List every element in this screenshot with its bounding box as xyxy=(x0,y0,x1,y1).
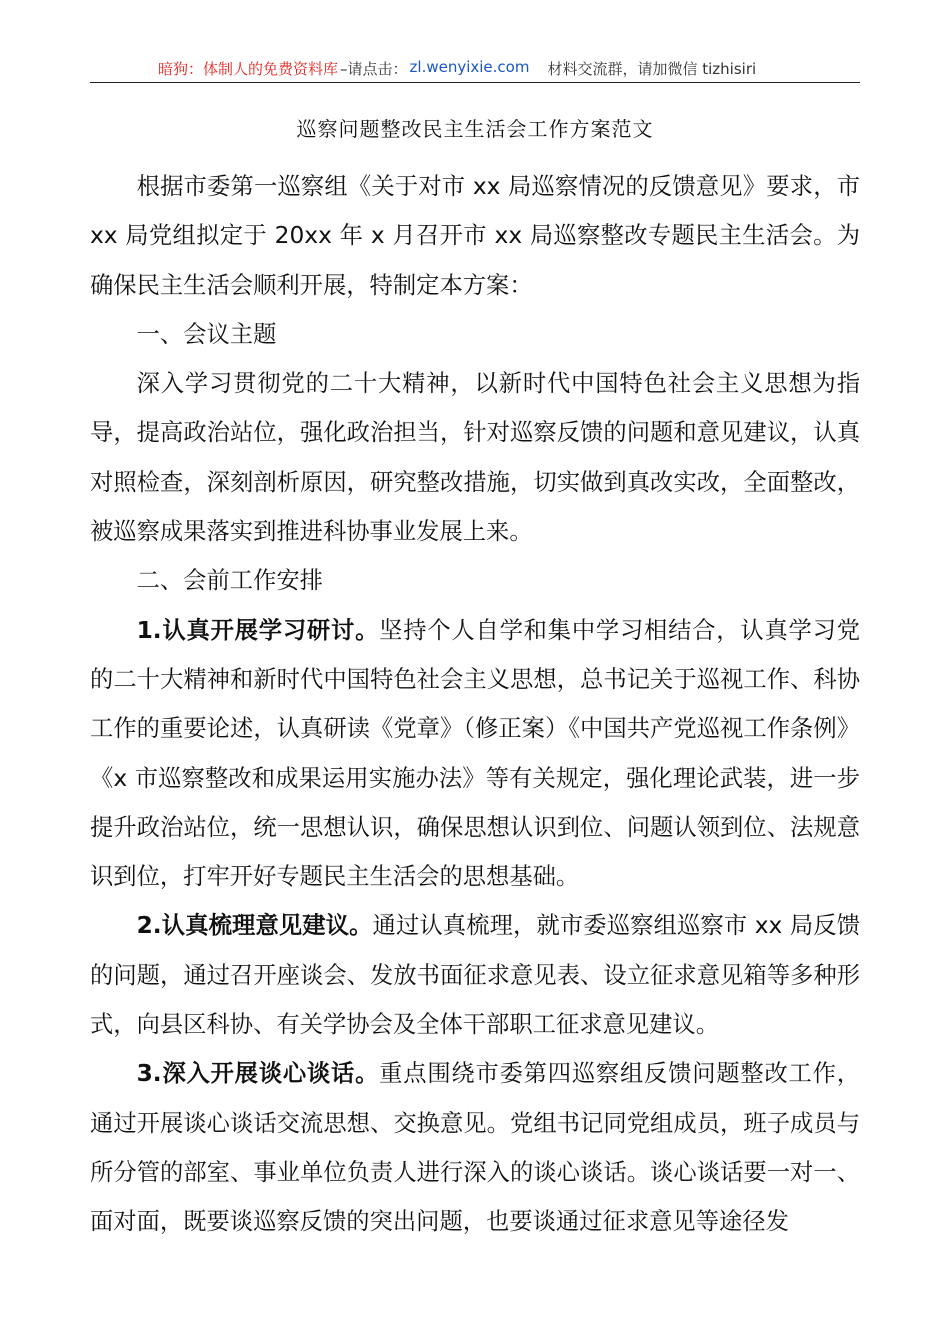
item2-body: 通过认真梳理，就市委巡察组巡察市 xx 局反馈的问题，通过召开座谈会、发放书面征求意见表、设立征求意见箱等多种形式，向县区科协、有关学协会及全体干部职工征求意见建议。 xyxy=(90,912,860,1039)
document-body xyxy=(90,162,860,1247)
header-click-prefix: –请点击： xyxy=(340,60,408,78)
section1-paragraph: 深入学习贯彻党的二十大精神，以新时代中国特色社会主义思想为指导，提高政治站位，强化政治担当，针对巡察反馈的问题和意见建议，认真对照检查，深刻剖析原因，研究整改措施，切实做到真改实改，全面整改，被巡察成果落实到推进科协事业发展上来。 xyxy=(90,370,860,546)
item3-title: 3.深入开展谈心谈话。 xyxy=(136,1060,380,1088)
item2-title: 2.认真梳理意见建议。 xyxy=(136,912,373,940)
header-url-link[interactable]: zl.wenyixie.com xyxy=(409,58,530,76)
section1-heading: 一、会议主题 xyxy=(136,320,277,348)
item1-paragraph xyxy=(90,606,860,902)
header-group-text: 材料交流群，请加微信 tizhisiri xyxy=(547,60,757,78)
item1-title: 1.认真开展学习研讨。 xyxy=(136,616,380,644)
item1-body: 坚持个人自学和集中学习相结合，认真学习党的二十大精神和新时代中国特色社会主义思想，总书记关于巡视工作、科协工作的重要论述，认真研读《党章》（修正案）《中国共产党巡视工作条例》《x 市巡察整改和成果运用实施办法》等有关规定，强化理论武装，进一步提升政治站位，统一思想认识，确保思想认识到位、问题认领到位、法规意识到位，打牢开好专题民主生活会的思想基础。 xyxy=(90,616,861,891)
page-header xyxy=(90,58,860,84)
header-brand: 暗狗：体制人的免费资料库 xyxy=(158,60,339,78)
intro-paragraph: 根据市委第一巡察组《关于对市 xx 局巡察情况的反馈意见》要求，市 xx 局党组拟定于 20xx 年 x 月召开市 xx 局巡察整改专题民主生活会。为确保民主生活会顺利开展，特制定本方案： xyxy=(90,173,860,299)
header-divider xyxy=(90,82,860,83)
item2-paragraph xyxy=(90,901,860,1049)
section2-heading: 二、会前工作安排 xyxy=(136,567,323,595)
item3-body: 重点围绕市委第四巡察组反馈问题整改工作，通过开展谈心谈话交流思想、交换意见。党组书记同党组成员，班子成员与所分管的部室、事业单位负责人进行深入的谈心谈话。谈心谈话要一对一、面对面，既要谈巡察反馈的突出问题，也要谈通过征求意见等途径发 xyxy=(90,1060,861,1236)
document-title: 巡察问题整改民主生活会工作方案范文 xyxy=(296,117,654,141)
item3-paragraph xyxy=(90,1049,860,1246)
